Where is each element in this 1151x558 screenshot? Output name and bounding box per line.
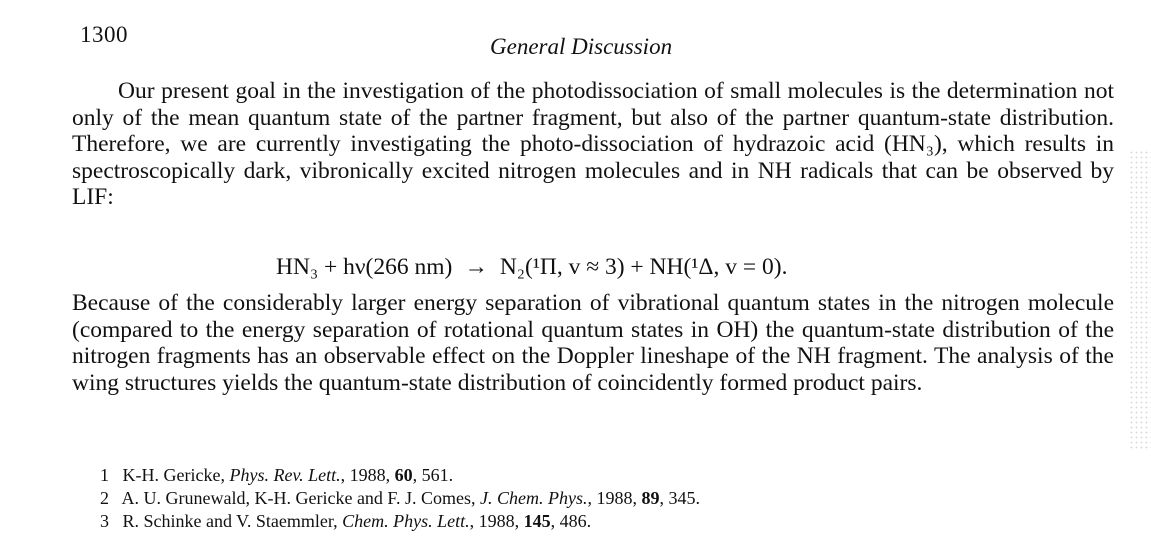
equation-reactants: HN₃ + hν(266 nm) [276,254,453,280]
reference-pages: , 561. [412,465,454,485]
paragraph-2: Because of the considerably larger energy separation of vibrational quantum states in the nitrogen molecule (compared to the energy separation of rotational quantum states in OH) the quantum-state distribution of the nitrogen fragments has an observable effect on the Doppler lineshape of the NH fragment. The analysis of the wing structures yields the quantum-state distribution of coincidently formed product pairs. [72,290,1114,396]
reference-list [100,464,700,533]
reference-authors: A. U. Grunewald, K-H. Gericke and F. J. Comes, [121,488,481,508]
reference-number: 1 [100,465,109,485]
page-number: 1300 [80,22,128,47]
reference-journal: J. Chem. Phys. [480,488,588,508]
scan-noise-decoration [1129,150,1151,450]
running-head: General Discussion [490,34,673,59]
paragraph-1: Our present goal in the investigation of the photodissociation of small molecules is the determination not only of the mean quantum state of the partner fragment, but also of the partner quantum-state distribution. Therefore, we are currently investigating the photo-dissociation of hydrazoic acid (HN₃), which results in spectroscopically dark, vibronically excited nitrogen molecules and in NH radicals that can be observed by LIF: [72,78,1114,210]
reference-number: 2 [100,488,109,508]
reference-authors: R. Schinke and V. Staemmler, [122,511,343,531]
reference-authors: K-H. Gericke, [122,465,230,485]
reference-pages: , 486. [550,511,592,531]
reference-item [100,464,700,487]
reference-volume: 145 [523,511,551,531]
reaction-arrow-icon: → [464,254,488,280]
reference-year: , 1988, [340,465,395,485]
reference-item [100,487,700,510]
reference-year: , 1988, [469,511,524,531]
reaction-equation [276,254,787,281]
reference-number: 3 [100,511,109,531]
reference-item [100,510,700,533]
reference-volume: 60 [394,465,413,485]
reference-pages: , 345. [659,488,700,508]
reference-journal: Phys. Rev. Lett. [229,465,341,485]
equation-products: N₂(¹Π, v ≈ 3) + NH(¹Δ, v = 0). [499,254,788,280]
reference-journal: Chem. Phys. Lett. [342,511,470,531]
reference-year: , 1988, [587,488,642,508]
reference-volume: 89 [641,488,660,508]
